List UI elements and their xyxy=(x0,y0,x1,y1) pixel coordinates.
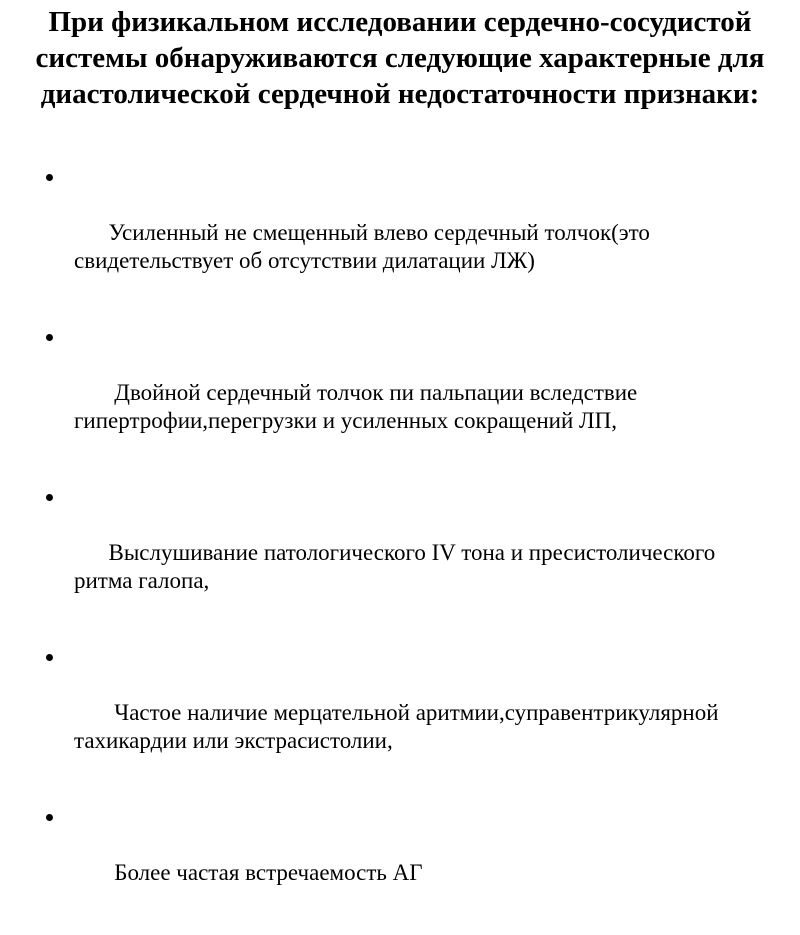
bullet-text: Усиленный не смещенный влево сердечный толчок(это свидетельствует об отсутствии дилатации ЛЖ) xyxy=(74,220,656,273)
bullet-icon xyxy=(46,174,53,181)
bullet-text: Более частая встречаемость АГ xyxy=(108,860,423,885)
list-item xyxy=(46,163,736,303)
bullet-icon xyxy=(46,814,53,821)
bullet-text: Выслушивание патологического IV тона и пресистолического ритма галопа, xyxy=(74,540,721,593)
list-item xyxy=(46,483,736,623)
bullet-icon xyxy=(46,334,53,341)
bullet-text: Частое наличие мерцательной аритмии,суправентрикулярной тахикардии или экстрасистолии, xyxy=(74,700,725,753)
list-item xyxy=(46,643,736,783)
bullet-list xyxy=(46,163,736,935)
list-item xyxy=(46,323,736,463)
list-item xyxy=(46,803,736,915)
slide-title: При физикальном исследовании сердечно-сосудистой системы обнаруживаются следующие характерные для диастолической сердечной недостаточности признаки: xyxy=(35,6,765,110)
bullet-icon xyxy=(46,654,53,661)
bullet-icon xyxy=(46,494,53,501)
bullet-text: Двойной сердечный толчок пи пальпации вследствие гипертрофии,перегрузки и усиленных сокращений ЛП, xyxy=(74,380,644,433)
